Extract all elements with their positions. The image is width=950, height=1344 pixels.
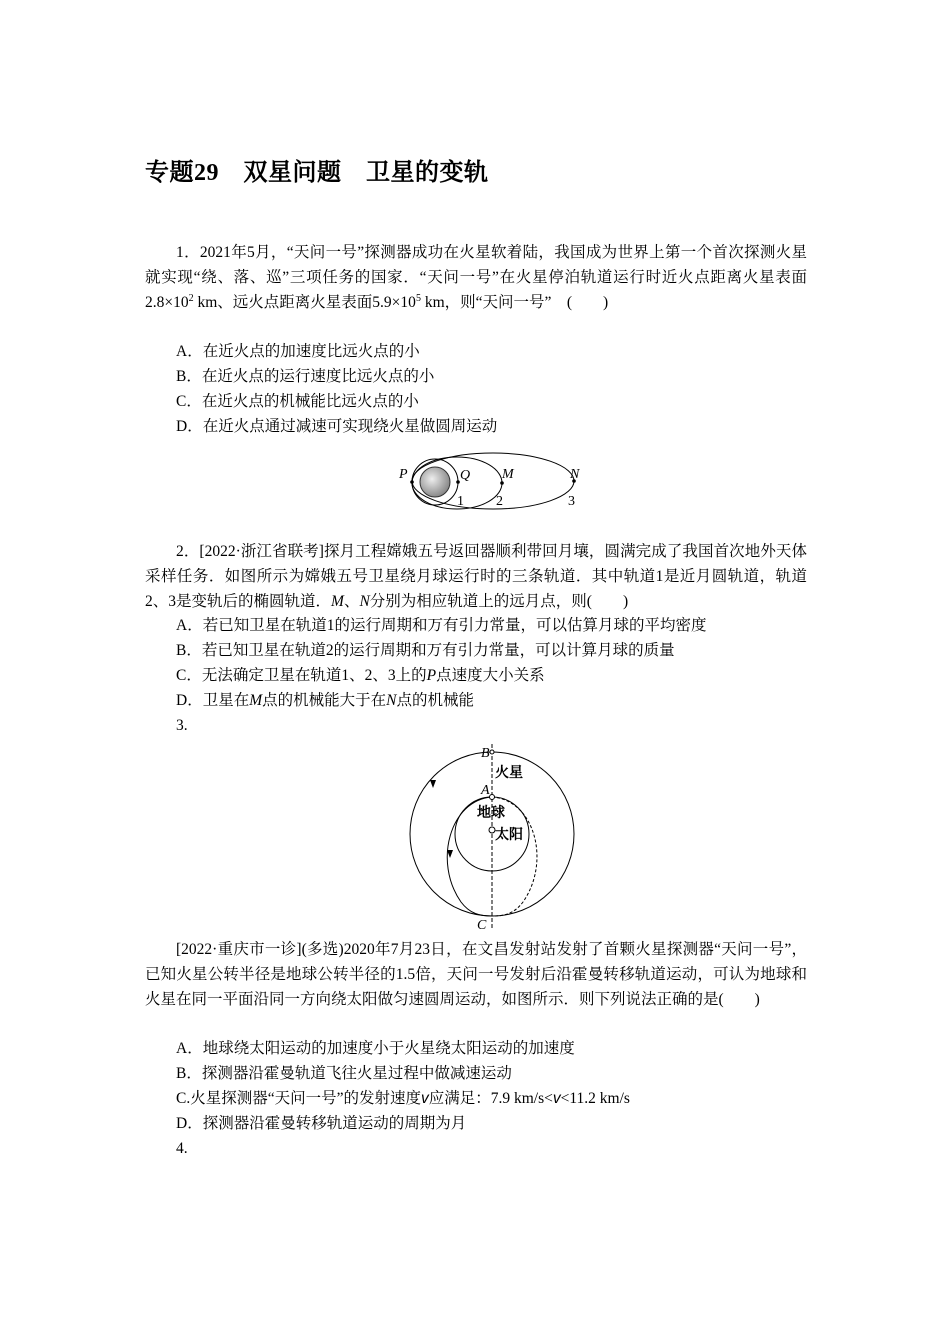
moon (420, 467, 450, 497)
point-b-dot (490, 750, 494, 754)
q2-option-d-part-a: D．卫星在 (176, 692, 250, 709)
question-3-stem: [2022·重庆市一诊](多选)2020年7月23日，在文昌发射站发射了首颗火星探测器“天问一号”，已知火星公转半径是地球公转半径的1.5倍，天问一号发射后沿霍曼转移轨道运动，可认为地球和火星在同一平面沿同一方向绕太阳做匀速圆周运动，如图所示．则下列说法正确的是( ) (145, 941, 807, 1008)
q3-option-c-part-c: <11.2 km/s (560, 1090, 630, 1107)
label-n: N (570, 467, 580, 482)
q2-option-d (176, 688, 474, 713)
label-orbit-2: 2 (496, 494, 503, 509)
q2-option-d-part-c: 点的机械能 (396, 692, 474, 709)
question-2-stem (145, 539, 807, 614)
mars-arrow-icon (430, 780, 436, 788)
q2-option-d-part-b: 点的机械能大于在 (262, 692, 387, 709)
q2-stem-part-a: 2．[2022·浙江省联考]探月工程嫦娥五号返回器顺利带回月壤，圆满完成了我国首次地外天体采样任务．如图所示为嫦娥五号卫星绕月球运行时的三条轨道．其中轨道1是近月圆轨道，轨道2、3是变轨后的椭圆轨道． (145, 543, 807, 610)
label-p: P (399, 467, 408, 482)
label-mars: 火星 (495, 766, 523, 781)
q3-option-a: A．地球绕太阳运动的加速度小于火星绕太阳运动的加速度 (176, 1040, 575, 1057)
q1-option-d: D．在近火点通过减速可实现绕火星做圆周运动 (176, 418, 498, 435)
label-a: A (481, 783, 490, 798)
q2-stem-sep: 、 (343, 593, 360, 610)
q2-option-b: B．若已知卫星在轨道2的运行周期和万有引力常量，可以计算月球的质量 (176, 642, 675, 659)
hohmann-figure (405, 742, 585, 932)
label-orbit-1: 1 (457, 494, 464, 509)
q1-stem-part-b: km、远火点距离火星表面5.9×10 (193, 294, 416, 311)
q3-option-c-part-b: 应满足：7.9 km/s< (428, 1090, 553, 1107)
label-c: C (477, 918, 487, 932)
q2-option-c-part-a: C．无法确定卫星在轨道1、2、3上的 (176, 667, 427, 684)
q2-option-c-p: P (426, 667, 437, 684)
q1-exponent-1: 2 (188, 292, 194, 304)
q2-option-d-m: M (249, 692, 263, 709)
q2-stem-m: M (331, 593, 344, 610)
q3-option-d: D．探测器沿霍曼转移轨道运动的周期为月 (176, 1115, 467, 1132)
q1-option-c: C．在近火点的机械能比远火点的小 (176, 393, 419, 410)
q1-option-a: A．在近火点的加速度比远火点的小 (176, 343, 420, 360)
label-m: M (502, 467, 514, 482)
q2-option-c-part-b: 点速度大小关系 (436, 667, 545, 684)
q2-stem-part-b: 分别为相应轨道上的远月点，则( ) (369, 593, 629, 610)
q3-option-c (176, 1086, 630, 1111)
q3-option-c-v2: v (552, 1090, 561, 1107)
q2-option-a: A．若已知卫星在轨道1的运行周期和万有引力常量，可以估算月球的平均密度 (176, 617, 707, 634)
label-sun: 太阳 (495, 828, 523, 843)
q2-option-d-n: N (386, 692, 397, 709)
label-earth: 地球 (477, 806, 505, 821)
q1-stem-part-a: 1．2021年5月，“天问一号”探测器成功在火星软着陆，我国成为世界上第一个首次探测火星就实现“绕、落、巡”三项任务的国家．“天问一号”在火星停泊轨道运行时近火点距离火星表面2.8×10 (145, 244, 807, 311)
label-orbit-3: 3 (568, 494, 575, 509)
q2-stem-n: N (359, 593, 370, 610)
q3-option-c-v1: v (420, 1090, 429, 1107)
orbit-figure (398, 450, 608, 530)
label-b: B (481, 746, 490, 761)
question-4-number: 4. (176, 1140, 188, 1157)
q3-option-c-part-a: C.火星探测器“天问一号”的发射速度 (176, 1090, 421, 1107)
question-3-number: 3. (176, 717, 188, 734)
question-1-stem (145, 240, 807, 315)
label-q: Q (460, 468, 471, 483)
point-a-dot (490, 795, 495, 800)
transfer-arrow-icon (447, 850, 453, 858)
point-p-dot (410, 480, 414, 484)
page-title: 专题29 双星问题 卫星的变轨 (145, 160, 489, 186)
q2-option-c (176, 663, 545, 688)
q1-exponent-2: 5 (415, 292, 421, 304)
q3-option-b: B．探测器沿霍曼轨道飞往火星过程中做减速运动 (176, 1065, 512, 1082)
q1-stem-part-c: km，则“天问一号” ( ) (420, 294, 609, 311)
q1-option-b: B．在近火点的运行速度比远火点的小 (176, 368, 435, 385)
